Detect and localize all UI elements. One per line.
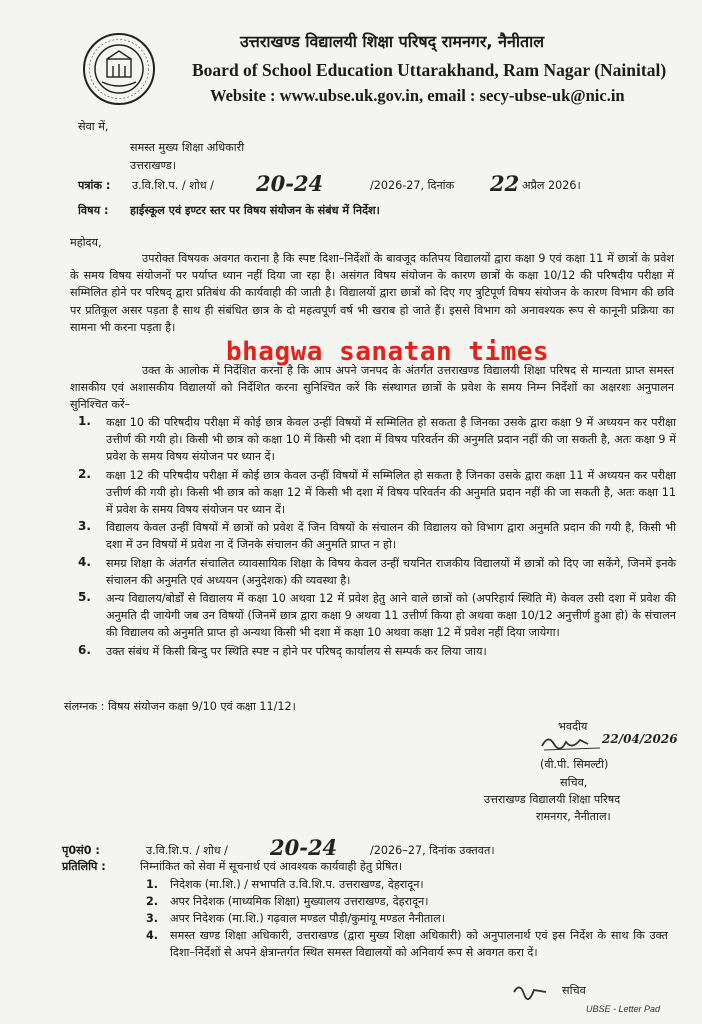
watermark-text: bhagwa sanatan times	[226, 337, 550, 367]
reference-number: 20-24	[256, 171, 324, 196]
copy-ref-prefix: उ.वि.शि.प. / शोध /	[146, 844, 228, 857]
list-item-number: 6.	[78, 642, 91, 657]
signatory-place: रामनगर, नैनीताल।	[536, 810, 611, 823]
list-item-text: अपर निदेशक (माध्यमिक शिक्षा) मुख्यालय उत्तराखण्ड, देहरादून।	[170, 895, 429, 908]
copy-to-intro: निम्नांकित को सेवा में सूचनार्थ एवं आवश्यक कार्यवाही हेतु प्रेषित।	[140, 860, 403, 873]
greeting: महोदय,	[70, 236, 102, 249]
list-item-number: 4.	[78, 554, 91, 569]
list-item-text: कक्षा 12 की परिषदीय परीक्षा में कोई छात्र केवल उन्हीं विषयों में सम्मिलित हो सकता है जिनका उसके द्वारा कक्षा 11 में अध्ययन कर परीक्षा उत्तीर्ण की गयी हो। किसी भी छात्र को कक्षा 12 में किसी भी दशा में विषय परिवर्तन की अनुमति प्रदान नहीं की जा सकती है, अतः कक्षा 11 में प्रवेश के समय विषय संयोजन पर ध्यान दें।	[106, 468, 676, 517]
enclosure-note: संलग्नक : विषय संयोजन कक्षा 9/10 एवं कक्षा 11/12।	[64, 700, 296, 713]
list-item-number: 4.	[146, 929, 159, 942]
list-item-number: 2.	[78, 466, 91, 481]
list-item-number: 1.	[78, 414, 91, 428]
instruction-list	[78, 414, 676, 660]
list-item-text: कक्षा 10 की परिषदीय परीक्षा में कोई छात्र केवल उन्हीं विषयों में सम्मिलित हो सकता है जिनका उसके द्वारा कक्षा 9 में अध्ययन कर परीक्षा उत्तीर्ण की गयी हो। किसी भी छात्र को कक्षा 10 में किसी भी दशा में विषय परिवर्तन की अनुमति प्रदान नहीं की जा सकती है, अतः कक्षा 9 में प्रवेश के समय विषय संयोजन पर ध्यान दें।	[106, 416, 676, 464]
list-item-text: अपर निदेशक (मा.शि.) गढ़वाल मण्डल पौड़ी/कुमांयू मण्डल नैनीताल।	[170, 912, 445, 925]
signatory-designation: सचिव,	[560, 776, 588, 789]
body-paragraph-1: उपरोक्त विषयक अवगत कराना है कि स्पष्ट दिशा–निर्देशों के बावजूद कतिपय विद्यालयों द्वारा कक्षा 9 एवं कक्षा 11 में छात्रों के प्रवेश के समय विषय संयोजनों पर पर्याप्त ध्यान नहीं दिया जा रहा है। असंगत विषय संयोजन के कारण छात्रों के कक्षा 10/12 की परिषदीय परीक्षा में सम्मिलित होने पर परिषद् द्वारा प्रतिबंध की कार्यवाही की जाती है। विद्यालयों द्वारा छात्रों को दिए गए त्रुटिपूर्ण विषय संयोजन के कारण विभाग की छवि पर प्रतिकूल असर पड़ता है साथ ही संबंधित छात्र के दो महत्वपूर्ण वर्ष भी खराब हो जाते हैं। इससे विभाग को अनावश्यक रूप से कानूनी प्रक्रिया का सामना भी करना पड़ता है।	[70, 252, 674, 334]
list-item-number: 3.	[78, 519, 91, 534]
footer-signature-scribble	[512, 980, 552, 1002]
recipient: समस्त मुख्य शिक्षा अधिकारी	[130, 141, 245, 154]
reference-label: पत्रांक :	[78, 179, 111, 192]
list-item	[78, 643, 676, 660]
reference-date-day: 22	[490, 171, 520, 196]
list-item-text: विद्यालय केवल उन्हीं विषयों में छात्रों को प्रवेश दें जिन विषयों के संचालन की विद्यालय को विभाग द्वारा अनुमति प्रदान की गयी है, किसी भी दशा में उन विषयों में प्रवेश ना दें जिनके संचालन की अनुमति प्राप्त न हो।	[106, 521, 676, 552]
closing-yours: भवदीय	[558, 720, 588, 733]
copy-ref-tail: /2026–27, दिनांक उक्तवत।	[370, 844, 495, 857]
list-item-number: 3.	[146, 912, 159, 925]
board-name-hindi: उत्तराखण्ड विद्यालयी शिक्षा परिषद् रामनगर, नैनीताल	[240, 32, 545, 51]
list-item-text: अन्य विद्यालय/बोर्डों से विद्यालय में कक्षा 10 अथवा 12 में प्रवेश हेतु आने वाले छात्रों को (अपरिहार्य स्थिति में) केवल उसी दशा में प्रवेश की अनुमति दी जायेगी जब उन विषयों (जिनमें छात्र द्वारा कक्षा 9 अथवा 11 उत्तीर्ण किया हो अथवा कक्षा 10/12 अनुत्तीर्ण हुआ हो) के संचालन की विद्यालय को अनुमति प्राप्त हो अन्यथा किसी भी दशा में कक्षा 10 अथवा कक्षा 12 में प्रवेश नहीं दिया जायेगा।	[106, 592, 676, 640]
list-item	[78, 467, 676, 519]
list-item	[146, 910, 668, 927]
subject-text: हाईस्कूल एवं इण्टर स्तर पर विषय संयोजन के संबंध में निर्देश।	[130, 204, 380, 217]
list-item-text: समस्त खण्ड शिक्षा अधिकारी, उत्तराखण्ड (द्वारा मुख्य शिक्षा अधिकारी) को अनुपालनार्थ एवं इस निर्देश के साथ कि उक्त दिशा–निर्देशों से अपने क्षेत्रान्तर्गत स्थित समस्त विद्यालयों को अनिवार्य रूप से अवगत करा दें।	[170, 929, 668, 960]
board-seal-logo	[82, 32, 156, 106]
list-item	[146, 927, 668, 961]
recipient-state: उत्तराखण्ड।	[130, 159, 177, 172]
reference-date-month: अप्रैल 2026।	[522, 179, 581, 192]
subject-label: विषय :	[78, 204, 109, 217]
list-item	[78, 590, 676, 642]
list-item	[78, 519, 676, 553]
list-item-text: समग्र शिक्षा के अंतर्गत संचालित व्यावसायिक शिक्षा के विषय केवल उन्हीं चयनित राजकीय विद्यालयों में छात्रों को दिए जा सकेंगे, जिनमें इनके संचालन की अनुमति एवं अध्ययन (अनुदेशक) की व्यवस्था है।	[106, 556, 676, 587]
list-item-text: निदेशक (मा.शि.) / सभापति उ.वि.शि.प. उत्तराखण्ड, देहरादून।	[170, 878, 424, 891]
signatory-name: (वी.पी. सिमल्टी)	[540, 758, 609, 771]
signatory-office: उत्तराखण्ड विद्यालयी शिक्षा परिषद	[484, 793, 621, 806]
reference-session: /2026-27, दिनांक	[370, 179, 455, 192]
body-paragraph-2: उक्त के आलोक में निर्देशित करना है कि आप अपने जनपद के अंतर्गत उत्तराखण्ड विद्यालयी शिक्षा परिषद से मान्यता प्राप्त समस्त शासकीय एवं अशासकीय विद्यालयों को निर्देशित करना सुनिश्चित करें कि संस्थागत छात्रों के प्रवेश के समय निम्न निर्देशों का अक्षरशः अनुपालन सुनिश्चित करें–	[70, 364, 674, 412]
signature-date: 22/04/2026	[602, 732, 678, 746]
copy-to-list	[146, 876, 668, 961]
list-item	[146, 893, 668, 910]
copy-to-label: प्रतिलिपि :	[62, 860, 106, 873]
copy-ref-label: पृ0सं0 :	[62, 844, 100, 857]
reference-prefix: उ.वि.शि.प. / शोध /	[132, 179, 214, 192]
list-item	[78, 414, 676, 466]
footer-letter-pad: UBSE - Letter Pad	[586, 1004, 661, 1014]
list-item-number: 1.	[146, 878, 159, 891]
list-item-number: 2.	[146, 895, 159, 908]
copy-ref-number: 20-24	[270, 835, 338, 860]
list-item-number: 5.	[78, 590, 91, 605]
list-item	[78, 555, 676, 589]
salutation: सेवा में,	[78, 120, 109, 133]
website-email-line: Website : www.ubse.uk.gov.in, email : secy-ubse-uk@nic.in	[210, 86, 625, 105]
signature-scribble	[540, 730, 610, 756]
board-name-english: Board of School Education Uttarakhand, Ram Nagar (Nainital)	[192, 60, 667, 80]
list-item	[146, 876, 668, 893]
list-item-text: उक्त संबंध में किसी बिन्दु पर स्थिति स्पष्ट न होने पर परिषद् कार्यालय से सम्पर्क कर लिया जाय।	[106, 644, 487, 658]
footer-secretary: सचिव	[562, 984, 586, 997]
